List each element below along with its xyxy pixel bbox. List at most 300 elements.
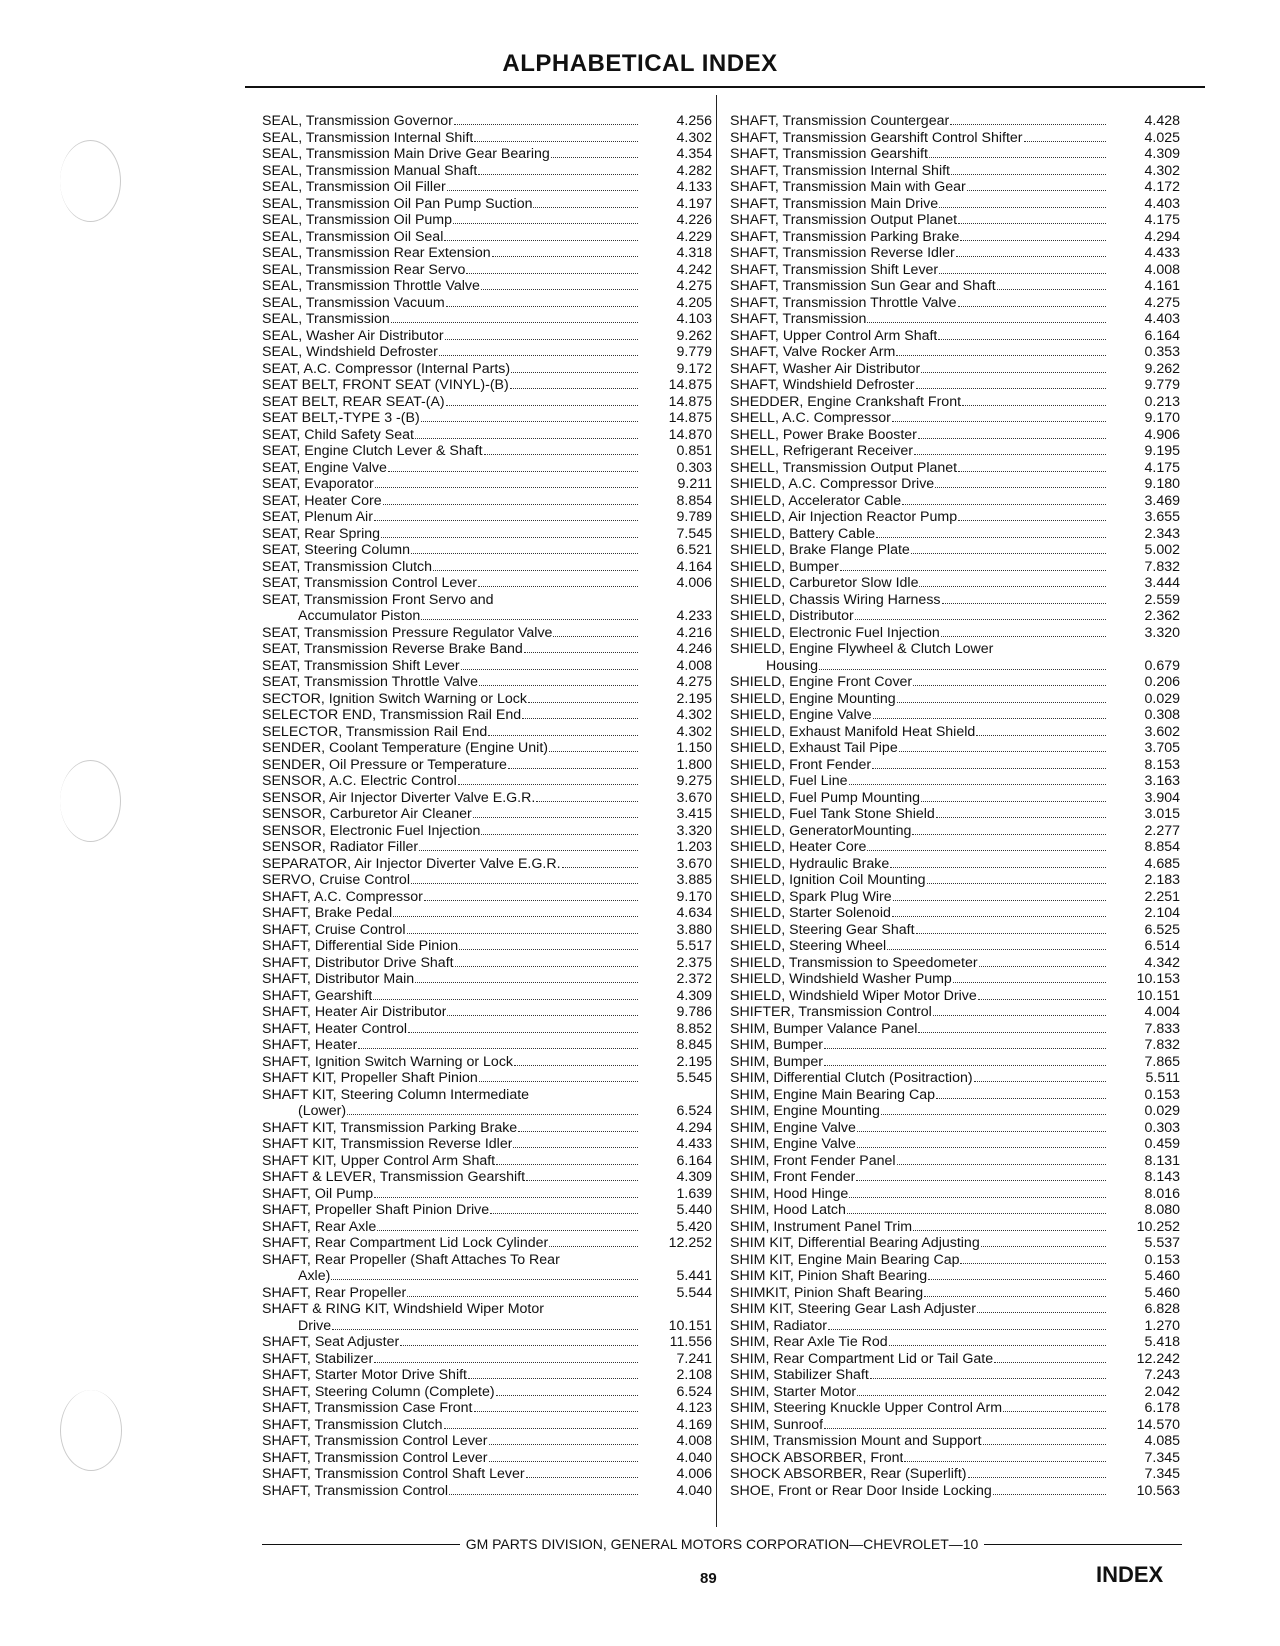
entry-page-ref: 9.170 bbox=[1144, 410, 1180, 426]
index-entry bbox=[730, 1301, 1180, 1318]
entry-label: SELECTOR END, Transmission Rail End bbox=[262, 707, 522, 723]
dot-leader bbox=[455, 966, 638, 967]
entry-label: (Lower) bbox=[298, 1103, 347, 1119]
entry-label: SHAFT, Transmission bbox=[730, 311, 867, 327]
entry-label: SHAFT KIT, Upper Control Arm Shaft bbox=[262, 1152, 496, 1169]
index-entry bbox=[730, 1384, 1180, 1401]
index-entry bbox=[730, 229, 1180, 246]
footer-rule-right bbox=[984, 1544, 1182, 1545]
dot-leader bbox=[962, 405, 1106, 406]
dot-leader bbox=[445, 339, 638, 340]
entry-label: SHIM, Bumper Valance Panel bbox=[730, 1020, 918, 1037]
index-entry bbox=[262, 872, 712, 889]
dot-leader bbox=[407, 1296, 638, 1297]
index-entry bbox=[730, 427, 1180, 444]
entry-label: SHAFT, Rear Propeller (Shaft Attaches To Rear bbox=[262, 1251, 560, 1268]
entry-page-ref: 8.016 bbox=[1144, 1185, 1180, 1202]
entry-label: SHAFT, Transmission Control Shaft Lever bbox=[262, 1466, 525, 1482]
dot-leader bbox=[857, 1147, 1106, 1148]
dot-leader bbox=[896, 355, 1106, 356]
entry-label: SEAT BELT, FRONT SEAT (VINYL)-(B) bbox=[262, 377, 509, 393]
entry-page-ref: 4.008 bbox=[676, 1433, 712, 1449]
dot-leader bbox=[373, 999, 638, 1000]
dot-leader bbox=[510, 388, 638, 389]
entry-label: SEAL, Transmission Oil Pump bbox=[262, 212, 453, 228]
dot-leader bbox=[872, 768, 1106, 769]
entry-page-ref: 7.832 bbox=[1144, 1037, 1180, 1053]
entry-page-ref: 4.294 bbox=[1144, 228, 1180, 245]
entry-label: SENDER, Oil Pressure or Temperature bbox=[262, 756, 507, 773]
index-entry bbox=[730, 592, 1180, 609]
entry-page-ref: 7.545 bbox=[676, 525, 712, 542]
entry-page-ref: 11.556 bbox=[669, 1334, 712, 1350]
entry-page-ref: 3.015 bbox=[1144, 806, 1180, 822]
dot-leader bbox=[411, 553, 638, 554]
index-entry bbox=[730, 1136, 1180, 1153]
dot-leader bbox=[918, 1032, 1106, 1033]
entry-page-ref: 0.679 bbox=[1144, 657, 1180, 674]
index-entry bbox=[262, 988, 712, 1005]
entry-label: SHIELD, Ignition Coil Mounting bbox=[730, 872, 926, 888]
dot-leader bbox=[551, 157, 638, 158]
index-entry bbox=[262, 146, 712, 163]
entry-page-ref: 8.845 bbox=[676, 1037, 712, 1053]
entry-page-ref: 5.441 bbox=[676, 1268, 712, 1284]
index-entry bbox=[262, 509, 712, 526]
entry-page-ref: 4.123 bbox=[676, 1400, 712, 1416]
index-entry bbox=[730, 311, 1180, 328]
index-entry bbox=[730, 1334, 1180, 1351]
entry-page-ref: 4.302 bbox=[676, 129, 712, 146]
entry-label: SHAFT, Transmission Output Planet bbox=[730, 212, 958, 228]
entry-page-ref: 2.559 bbox=[1144, 591, 1180, 608]
dot-leader bbox=[893, 900, 1106, 901]
entry-label: SHIELD, Bumper bbox=[730, 558, 839, 575]
index-entry bbox=[262, 971, 712, 988]
dot-leader bbox=[935, 487, 1106, 488]
entry-label: SHIM, Instrument Panel Trim bbox=[730, 1218, 913, 1235]
dot-leader bbox=[918, 438, 1106, 439]
dot-leader bbox=[956, 256, 1106, 257]
entry-label: SHIELD, Fuel Line bbox=[730, 773, 848, 789]
entry-page-ref: 3.880 bbox=[676, 921, 712, 938]
index-entry bbox=[262, 1351, 712, 1368]
entry-label: SHIM, Steering Knuckle Upper Control Arm bbox=[730, 1400, 1003, 1416]
index-entry bbox=[730, 394, 1180, 411]
dot-leader bbox=[958, 471, 1106, 472]
index-entry bbox=[730, 1087, 1180, 1104]
entry-label: SHELL, A.C. Compressor bbox=[730, 410, 891, 426]
index-entry bbox=[730, 823, 1180, 840]
title-rule bbox=[245, 86, 1205, 88]
entry-label: SEAL, Windshield Defroster bbox=[262, 344, 438, 360]
entry-label: SEAT, Transmission Control Lever bbox=[262, 575, 477, 591]
index-entry bbox=[730, 1433, 1180, 1450]
dot-leader bbox=[849, 784, 1107, 785]
dot-leader bbox=[484, 454, 638, 455]
dot-leader bbox=[528, 702, 638, 703]
dot-leader bbox=[840, 570, 1106, 571]
entry-page-ref: 8.852 bbox=[676, 1020, 712, 1037]
dot-leader bbox=[928, 1279, 1106, 1280]
dot-leader bbox=[411, 883, 638, 884]
entry-label: SHIELD, Starter Solenoid bbox=[730, 905, 891, 921]
dot-leader bbox=[892, 421, 1106, 422]
index-entry bbox=[730, 1483, 1180, 1500]
dot-leader bbox=[881, 1114, 1106, 1115]
dot-leader bbox=[889, 1345, 1106, 1346]
dot-leader bbox=[967, 190, 1106, 191]
entry-page-ref: 14.875 bbox=[668, 393, 712, 410]
entry-label: SHIM, Differential Clutch (Positraction) bbox=[730, 1070, 973, 1086]
index-entry bbox=[262, 212, 712, 229]
entry-page-ref: 1.203 bbox=[676, 839, 712, 855]
entry-page-ref: 3.602 bbox=[1144, 723, 1180, 740]
dot-leader bbox=[489, 1461, 639, 1462]
footer-rule-left bbox=[262, 1544, 460, 1545]
entry-label: SEAL, Transmission Governor bbox=[262, 113, 453, 129]
dot-leader bbox=[873, 718, 1106, 719]
entry-page-ref: 1.270 bbox=[1144, 1317, 1180, 1334]
entry-page-ref: 4.256 bbox=[676, 113, 712, 129]
dot-leader bbox=[819, 669, 1106, 670]
entry-page-ref: 4.246 bbox=[676, 641, 712, 657]
index-entry bbox=[730, 1351, 1180, 1368]
dot-leader bbox=[919, 586, 1106, 587]
index-entry bbox=[262, 262, 712, 279]
dot-leader bbox=[912, 834, 1106, 835]
entry-label: SHIM, Rear Axle Tie Rod bbox=[730, 1334, 888, 1350]
dot-leader bbox=[950, 124, 1106, 125]
index-entry bbox=[730, 955, 1180, 972]
index-entry bbox=[262, 575, 712, 592]
dot-leader bbox=[458, 784, 638, 785]
entry-label: SHIELD, Steering Gear Shaft bbox=[730, 921, 915, 938]
dot-leader bbox=[997, 289, 1106, 290]
entry-label: SHIELD, Engine Valve bbox=[730, 707, 872, 723]
entry-page-ref: 8.854 bbox=[1144, 839, 1180, 855]
index-entry bbox=[730, 1153, 1180, 1170]
index-entry bbox=[262, 740, 712, 757]
index-entry bbox=[262, 559, 712, 576]
entry-label: SHIELD, Battery Cable bbox=[730, 525, 876, 542]
entry-label: SEAT, Child Safety Seat bbox=[262, 426, 414, 443]
index-entry bbox=[730, 1103, 1180, 1120]
entry-label: SHAFT, Transmission Shift Lever bbox=[730, 261, 939, 278]
entry-label: SEAL, Transmission Oil Pan Pump Suction bbox=[262, 195, 533, 212]
dot-leader bbox=[936, 1098, 1106, 1099]
dot-leader bbox=[381, 537, 638, 538]
dot-leader bbox=[936, 817, 1106, 818]
entry-label: SHIELD, Windshield Wiper Motor Drive bbox=[730, 987, 977, 1004]
dot-leader bbox=[904, 1461, 1106, 1462]
dot-leader bbox=[941, 636, 1106, 637]
entry-label: SHELL, Power Brake Booster bbox=[730, 426, 917, 443]
index-entry bbox=[262, 790, 712, 807]
entry-page-ref: 4.164 bbox=[676, 558, 712, 575]
index-entry bbox=[262, 130, 712, 147]
entry-page-ref: 8.131 bbox=[1144, 1152, 1180, 1169]
entry-label: SHIM KIT, Pinion Shaft Bearing bbox=[730, 1268, 928, 1284]
index-entry bbox=[262, 278, 712, 295]
index-entry bbox=[262, 889, 712, 906]
index-entry bbox=[730, 344, 1180, 361]
entry-page-ref: 4.906 bbox=[1144, 426, 1180, 443]
entry-label: SEAL, Washer Air Distributor bbox=[262, 327, 444, 344]
entry-label: SHIMKIT, Pinion Shaft Bearing bbox=[730, 1284, 924, 1301]
index-entry bbox=[730, 1037, 1180, 1054]
entry-page-ref: 4.354 bbox=[676, 146, 712, 162]
entry-label: SHOCK ABSORBER, Front bbox=[730, 1449, 904, 1466]
index-entry bbox=[730, 1070, 1180, 1087]
index-entry bbox=[730, 889, 1180, 906]
entry-label: Drive bbox=[298, 1317, 332, 1334]
entry-page-ref: 4.294 bbox=[676, 1119, 712, 1136]
index-entry bbox=[262, 1103, 712, 1120]
entry-label: SHIELD, Distributor bbox=[730, 608, 854, 624]
dot-leader bbox=[993, 1494, 1106, 1495]
entry-page-ref: 4.309 bbox=[676, 987, 712, 1004]
entry-label: SEAT, Transmission Throttle Valve bbox=[262, 674, 479, 690]
entry-page-ref: 1.150 bbox=[676, 740, 712, 756]
dot-leader bbox=[977, 1312, 1106, 1313]
entry-label: SHAFT, Steering Column (Complete) bbox=[262, 1383, 495, 1400]
entry-label: SHIM, Bumper bbox=[730, 1053, 824, 1070]
index-entry bbox=[730, 196, 1180, 213]
index-entry bbox=[262, 724, 712, 741]
entry-label: SEAT, A.C. Compressor (Internal Parts) bbox=[262, 360, 511, 377]
entry-label: SHAFT, Ignition Switch Warning or Lock bbox=[262, 1053, 514, 1070]
entry-label: SEAL, Transmission Rear Extension bbox=[262, 245, 491, 261]
entry-page-ref: 4.216 bbox=[676, 624, 712, 641]
entry-page-ref: 10.252 bbox=[1136, 1218, 1180, 1235]
dot-leader bbox=[415, 438, 638, 439]
dot-leader bbox=[824, 1065, 1106, 1066]
entry-label: SHIM, Hood Latch bbox=[730, 1202, 846, 1218]
index-entry bbox=[730, 1054, 1180, 1071]
index-entry bbox=[262, 179, 712, 196]
index-entry bbox=[262, 1334, 712, 1351]
index-entry bbox=[262, 1120, 712, 1137]
index-entry bbox=[730, 410, 1180, 427]
entry-label: SEAT BELT,-TYPE 3 -(B) bbox=[262, 410, 420, 426]
dot-leader bbox=[358, 1048, 638, 1049]
dot-leader bbox=[468, 1378, 638, 1379]
dot-leader bbox=[938, 339, 1106, 340]
entry-label: SHAFT, Rear Propeller bbox=[262, 1284, 407, 1301]
entry-page-ref: 10.151 bbox=[1136, 987, 1180, 1004]
entry-label: SHIM, Radiator bbox=[730, 1317, 827, 1334]
entry-page-ref: 4.685 bbox=[1144, 855, 1180, 872]
index-entry bbox=[262, 773, 712, 790]
column-divider bbox=[716, 95, 717, 1527]
dot-leader bbox=[968, 1477, 1106, 1478]
dot-leader bbox=[513, 1147, 638, 1148]
dot-leader bbox=[377, 1230, 638, 1231]
entry-page-ref: 4.433 bbox=[676, 1136, 712, 1152]
index-entry bbox=[730, 1318, 1180, 1335]
dot-leader bbox=[421, 421, 638, 422]
dot-leader bbox=[444, 1428, 638, 1429]
entry-page-ref: 4.197 bbox=[676, 195, 712, 212]
entry-page-ref: 0.153 bbox=[1144, 1086, 1180, 1103]
dot-leader bbox=[924, 1296, 1106, 1297]
entry-label: SHIM, Engine Main Bearing Cap bbox=[730, 1086, 936, 1103]
entry-label: SHIELD, A.C. Compressor Drive bbox=[730, 476, 935, 492]
dot-leader bbox=[902, 504, 1106, 505]
entry-page-ref: 0.459 bbox=[1144, 1136, 1180, 1152]
entry-page-ref: 4.403 bbox=[1144, 311, 1180, 327]
entry-page-ref: 5.460 bbox=[1144, 1268, 1180, 1284]
dot-leader bbox=[921, 372, 1106, 373]
index-entry bbox=[262, 476, 712, 493]
dot-leader bbox=[488, 735, 638, 736]
entry-page-ref: 0.206 bbox=[1144, 674, 1180, 690]
entry-page-ref: 9.195 bbox=[1144, 443, 1180, 459]
dot-leader bbox=[553, 636, 638, 637]
entry-page-ref: 0.851 bbox=[676, 443, 712, 459]
entry-label: SHIELD, Steering Wheel bbox=[730, 938, 887, 954]
entry-label: SEAL, Transmission Manual Shaft bbox=[262, 162, 478, 179]
dot-leader bbox=[446, 405, 638, 406]
index-entry bbox=[730, 1285, 1180, 1302]
dot-leader bbox=[479, 685, 638, 686]
entry-label: SHAFT, Transmission Sun Gear and Shaft bbox=[730, 278, 996, 294]
index-entry bbox=[262, 1087, 712, 1104]
entry-page-ref: 3.705 bbox=[1144, 740, 1180, 756]
entry-label: SHAFT, Transmission Gearshift bbox=[730, 146, 928, 162]
index-entry bbox=[730, 641, 1180, 658]
dot-leader bbox=[533, 207, 638, 208]
entry-page-ref: 2.375 bbox=[676, 954, 712, 971]
index-entry bbox=[262, 757, 712, 774]
entry-page-ref: 4.040 bbox=[676, 1449, 712, 1466]
entry-page-ref: 7.345 bbox=[1144, 1466, 1180, 1482]
dot-leader bbox=[857, 1395, 1106, 1396]
entry-page-ref: 1.800 bbox=[676, 756, 712, 773]
index-entry bbox=[730, 922, 1180, 939]
dot-leader bbox=[474, 141, 638, 142]
index-entry bbox=[262, 493, 712, 510]
entry-page-ref: 12.252 bbox=[668, 1235, 712, 1251]
entry-label: SHAFT, Transmission Internal Shift bbox=[730, 162, 950, 179]
dot-leader bbox=[929, 157, 1106, 158]
dot-leader bbox=[849, 1197, 1106, 1198]
dot-leader bbox=[916, 933, 1106, 934]
dot-leader bbox=[524, 652, 638, 653]
entry-page-ref: 4.634 bbox=[676, 905, 712, 921]
index-entry bbox=[262, 691, 712, 708]
entry-page-ref: 3.670 bbox=[676, 789, 712, 806]
index-entry bbox=[730, 1417, 1180, 1434]
entry-label: SHAFT, Heater Control bbox=[262, 1020, 408, 1037]
entry-page-ref: 4.226 bbox=[676, 212, 712, 228]
dot-leader bbox=[466, 273, 638, 274]
index-entry bbox=[730, 1235, 1180, 1252]
dot-leader bbox=[960, 1263, 1106, 1264]
entry-label: SEAT, Evaporator bbox=[262, 476, 374, 492]
entry-page-ref: 10.563 bbox=[1136, 1482, 1180, 1499]
entry-label: SENSOR, Air Injector Diverter Valve E.G.R. bbox=[262, 789, 536, 806]
dot-leader bbox=[490, 1213, 638, 1214]
dot-leader bbox=[374, 520, 638, 521]
entry-page-ref: 3.444 bbox=[1144, 575, 1180, 591]
index-entry bbox=[262, 1153, 712, 1170]
dot-leader bbox=[855, 619, 1106, 620]
index-entry bbox=[262, 460, 712, 477]
entry-label: SHAFT, Seat Adjuster bbox=[262, 1334, 400, 1350]
index-entry bbox=[730, 773, 1180, 790]
entry-label: SEAL, Transmission Vacuum bbox=[262, 294, 445, 311]
binder-hole-mark bbox=[60, 140, 121, 222]
entry-label: Accumulator Piston bbox=[298, 608, 421, 624]
dot-leader bbox=[479, 1081, 638, 1082]
dot-leader bbox=[383, 504, 638, 505]
entry-label: SEAL, Transmission Oil Filler bbox=[262, 179, 446, 195]
entry-page-ref: 3.320 bbox=[676, 822, 712, 839]
entry-page-ref: 4.242 bbox=[676, 261, 712, 278]
dot-leader bbox=[447, 190, 638, 191]
index-entry bbox=[262, 1400, 712, 1417]
entry-page-ref: 4.008 bbox=[1144, 261, 1180, 278]
entry-page-ref: 4.172 bbox=[1144, 179, 1180, 195]
entry-label: SHAFT, Brake Pedal bbox=[262, 905, 393, 921]
index-entry bbox=[262, 443, 712, 460]
dot-leader bbox=[981, 1246, 1106, 1247]
entry-page-ref: 5.537 bbox=[1144, 1235, 1180, 1251]
dot-leader bbox=[332, 1329, 638, 1330]
entry-page-ref: 2.343 bbox=[1144, 525, 1180, 542]
entry-page-ref: 3.904 bbox=[1144, 789, 1180, 806]
entry-page-ref: 0.303 bbox=[1144, 1119, 1180, 1136]
dot-leader bbox=[444, 240, 638, 241]
entry-label: SHIELD, Heater Core bbox=[730, 839, 867, 855]
entry-label: SHAFT KIT, Transmission Reverse Idler bbox=[262, 1136, 513, 1152]
index-entry bbox=[730, 1400, 1180, 1417]
index-entry bbox=[730, 328, 1180, 345]
entry-label: SEAT, Rear Spring bbox=[262, 525, 381, 542]
entry-page-ref: 9.262 bbox=[676, 327, 712, 344]
dot-leader bbox=[994, 1362, 1106, 1363]
entry-page-ref: 4.275 bbox=[1144, 294, 1180, 311]
dot-leader bbox=[439, 355, 638, 356]
entry-page-ref: 4.318 bbox=[676, 245, 712, 261]
dot-leader bbox=[492, 256, 638, 257]
dot-leader bbox=[960, 240, 1106, 241]
entry-page-ref: 12.242 bbox=[1136, 1350, 1180, 1367]
index-entry bbox=[262, 707, 712, 724]
index-entry bbox=[730, 163, 1180, 180]
entry-label: SHAFT, Oil Pump bbox=[262, 1185, 374, 1202]
dot-leader bbox=[347, 1114, 638, 1115]
dot-leader bbox=[927, 883, 1106, 884]
entry-page-ref: 5.544 bbox=[676, 1284, 712, 1301]
entry-page-ref: 3.163 bbox=[1144, 773, 1180, 789]
index-entry bbox=[730, 1186, 1180, 1203]
index-entry bbox=[262, 1021, 712, 1038]
entry-page-ref: 0.029 bbox=[1144, 690, 1180, 707]
entry-label: SHAFT, Upper Control Arm Shaft bbox=[730, 327, 938, 344]
entry-label: SHOE, Front or Rear Door Inside Locking bbox=[730, 1482, 992, 1499]
entry-label: SHIELD, Exhaust Tail Pipe bbox=[730, 740, 898, 756]
entry-label: SHIM, Engine Valve bbox=[730, 1119, 856, 1136]
index-entry bbox=[730, 740, 1180, 757]
entry-page-ref: 5.460 bbox=[1144, 1284, 1180, 1301]
dot-leader bbox=[876, 537, 1106, 538]
dot-leader bbox=[459, 949, 638, 950]
entry-label: SHAFT, Transmission Control Lever bbox=[262, 1449, 488, 1466]
entry-page-ref: 9.275 bbox=[676, 773, 712, 789]
